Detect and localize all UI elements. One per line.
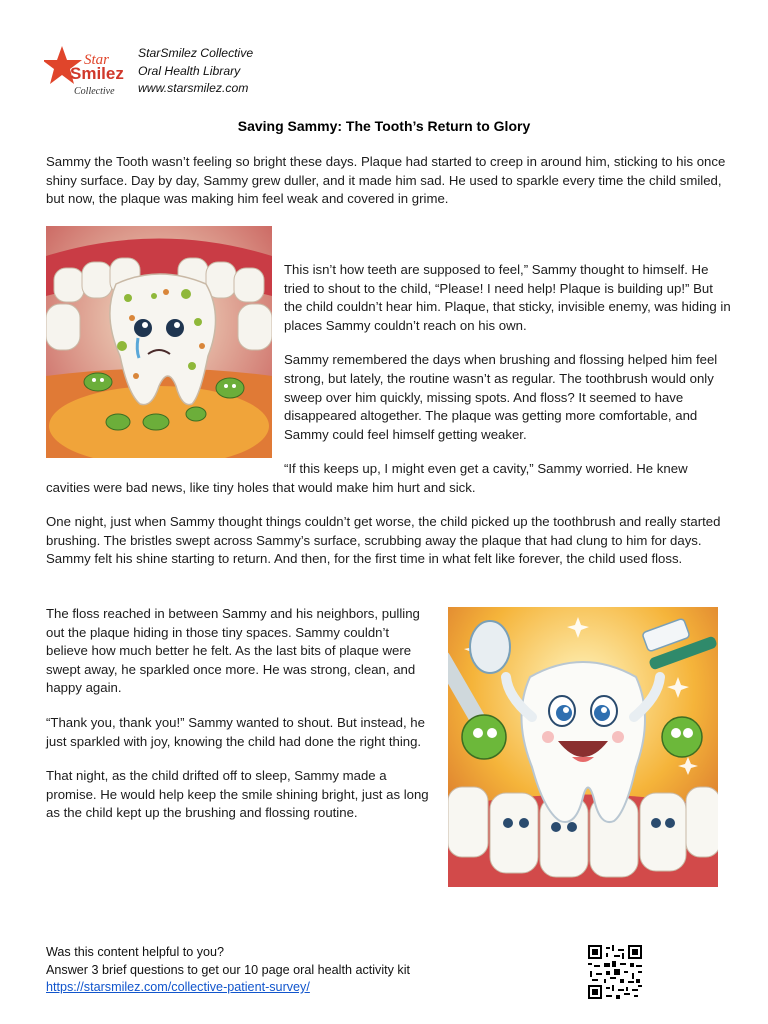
svg-text:Star: Star (84, 52, 110, 68)
paragraph-cavity-line2 (46, 479, 736, 498)
page-title: Saving Sammy: The Tooth’s Return to Glory (237, 118, 531, 134)
svg-text:Smilez: Smilez (70, 64, 124, 83)
library-name: Oral Health Library (138, 63, 241, 78)
paragraph-floss: The floss reached in between Sammy and his neighbors, pulling out the plaque hiding in those tiny spaces. Sammy couldn’t believe how much better he felt. As the last bits of plaque were swept away, he sparkled once more. He was strong, clean, and happy again. (46, 606, 420, 696)
sad-tooth-illustration (46, 226, 272, 458)
paragraph-isnt: This isn’t how teeth are supposed to feel,” Sammy thought to himself. He tried to shout to the child, “Please! I need help! Plaque is building up!” But the child couldn’t hear him. Plaque, that sticky, invisible enemy, was hiding in places Sammy couldn’t reach on his own. (284, 262, 731, 333)
cavity-line2-text: cavities were bad news, like tiny holes that would make him hurt and sick. (46, 479, 476, 495)
paragraph-thank-you: “Thank you, thank you!” Sammy wanted to shout. But instead, he just sparkled with joy, knowing the child had done the right thing. (46, 714, 425, 749)
intro-section (46, 153, 736, 209)
footer-question: Was this content helpful to you? (46, 945, 225, 959)
brand-logo (44, 44, 132, 98)
svg-text:Collective: Collective (74, 86, 115, 97)
paragraph-intro: Sammy the Tooth wasn’t feeling so bright these days. Plaque had started to creep in around him, sticking to his once shiny surface. Day by day, Sammy grew duller, and it made him sad. He used to sparkle every time the child smiled, but now, the plaque was making him feel weak and covered in grime. (46, 154, 726, 207)
story-column-lower (46, 605, 434, 823)
one-night-section (46, 513, 736, 569)
footer-survey (46, 944, 566, 997)
cavity-line1-text: “If this keeps up, I might even get a cavity,” Sammy worried. He knew (284, 461, 688, 476)
paragraph-remembered: Sammy remembered the days when brushing and flossing helped him feel strong, but lately, the routine wasn’t as regular. The toothbrush would only sweep over him quickly, missing spots. And floss? It seemed to have disappeared altogether. The plaque was getting more comfortable, and Sammy could feel himself getting weaker. (284, 352, 718, 442)
org-name: StarSmilez Collective (138, 46, 254, 60)
paragraph-cavity-line1 (284, 460, 734, 479)
website-text: www.starsmilez.com (138, 81, 249, 95)
story-column-upper (284, 261, 734, 444)
qr-code-icon[interactable] (588, 945, 642, 999)
header-info (138, 45, 253, 98)
happy-tooth-illustration (448, 607, 718, 887)
survey-link[interactable]: https://starsmilez.com/collective-patient-survey/ (46, 980, 310, 994)
footer-offer: Answer 3 brief questions to get our 10 page oral health activity kit (46, 962, 411, 977)
paragraph-one-night: One night, just when Sammy thought things couldn’t get worse, the child picked up the toothbrush and really started brushing. The bristles swept across Sammy’s surface, scrubbing away the plaque that had clung to him for days. Sammy felt his shine starting to return. And then, for the first time in what felt like forever, the child used floss. (46, 514, 721, 567)
paragraph-promise: That night, as the child drifted off to sleep, Sammy made a promise. He would help keep the smile shining bright, just as long as the child kept up the brushing and flossing routine. (46, 768, 429, 821)
